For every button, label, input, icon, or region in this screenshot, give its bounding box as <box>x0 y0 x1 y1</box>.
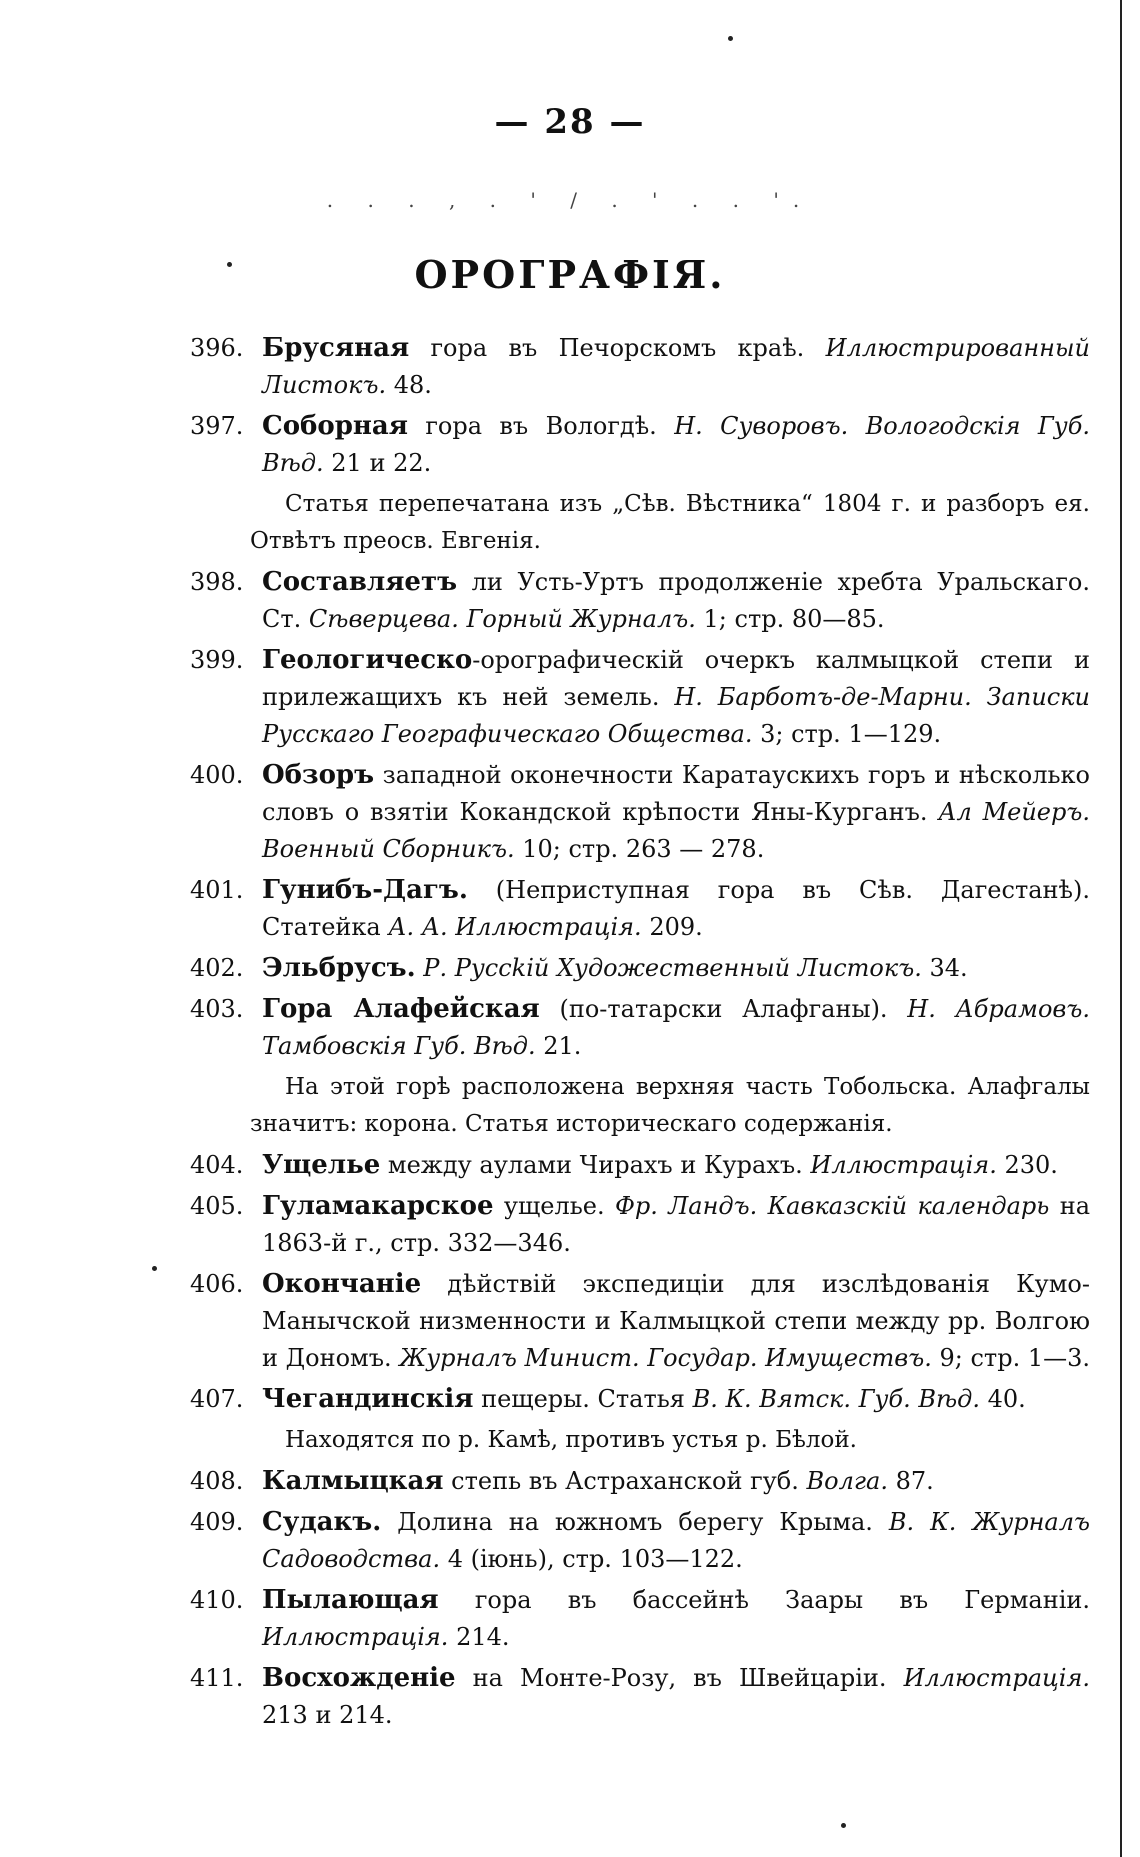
entry-text: дѣйствій экспедиціи для изслѣдованія Кумо-Манычской низменности и Калмыцкой степи между рр. Волгою и Дономъ. <box>262 1270 1090 1372</box>
entry-text: ли Усть-Уртъ продолженіе хребта Уральскаго. Ст. <box>262 568 1090 633</box>
entry-text: пещеры. Статья <box>473 1385 693 1413</box>
entry-src: Сѣверцева. Горный Журналъ. <box>308 605 696 633</box>
entry-src: Ал Мейеръ. Военный Сборникъ. <box>262 798 1091 863</box>
entry-head: Пылающая <box>262 1585 439 1615</box>
entry-head: Калмыцкая <box>262 1466 444 1496</box>
entry-tail: 21 и 22. <box>323 449 432 477</box>
entry-num: 408. <box>190 1467 244 1495</box>
entry-src: Иллюстрація. <box>810 1151 997 1179</box>
entry-tail: 48. <box>386 371 432 399</box>
entry-src: Фр. Ландъ. Кавказскій календарь <box>615 1192 1050 1220</box>
entries-list <box>190 330 1090 1738</box>
entry-src: Иллюстрированный Листокъ. <box>262 334 1090 399</box>
speck <box>841 1823 846 1828</box>
speck <box>728 36 733 41</box>
bibliography-entry <box>190 1381 1090 1418</box>
entry-num: 411. <box>190 1664 244 1692</box>
entry-tail: 21. <box>535 1032 582 1060</box>
entry-tail: 214. <box>448 1623 510 1651</box>
page-number: — 28 — <box>494 102 646 142</box>
bibliography-entry <box>190 1266 1090 1377</box>
entry-src: В. К. Журналъ Садоводства. <box>262 1508 1090 1573</box>
entry-tail: 1; стр. 80—85. <box>695 605 885 633</box>
entry-src: Н. Абрамовъ. Тамбовскія Губ. Вѣд. <box>262 995 1090 1060</box>
section-title: ОРОГРАФІЯ. <box>414 252 726 297</box>
entry-head: Гуламакарское <box>262 1191 494 1221</box>
entry-src: Иллюстрація. <box>262 1623 449 1651</box>
entry-src: Н. Барботъ-де-Марни. Записки Русскаго Географическаго Общества. <box>262 683 1090 748</box>
entry-text: между аулами Чирахъ и Курахъ. <box>380 1151 811 1179</box>
entry-head: Ущелье <box>262 1150 381 1180</box>
entry-head: Гунибъ-Дагъ. <box>262 875 468 905</box>
entry-src: Журналъ Минист. Государ. Имуществъ. <box>399 1344 932 1372</box>
entry-num: 399. <box>190 646 244 674</box>
entry-text: (по-татарски Алафганы). <box>539 995 908 1023</box>
bibliography-entry <box>190 1504 1090 1578</box>
entry-head: Судакъ. <box>262 1507 382 1537</box>
bibliography-entry <box>190 1188 1090 1262</box>
entry-note: Находятся по р. Камѣ, противъ устья р. Бѣлой. <box>285 1427 857 1453</box>
entry-note: Статья перепечатана изъ „Сѣв. Вѣстника“ 1804 г. и разборъ ея. Отвѣтъ преосв. Евгенія. <box>250 491 1090 554</box>
entry-text: ущелье. <box>493 1192 615 1220</box>
entry-num: 404. <box>190 1151 244 1179</box>
entry-src: А. А. Иллюстрація. <box>388 913 642 941</box>
entry-text: гора въ Вологдѣ. <box>407 412 675 440</box>
entry-tail: 230. <box>996 1151 1058 1179</box>
entry-text: на Монте-Розу, въ Швейцаріи. <box>455 1664 904 1692</box>
entry-num: 406. <box>190 1270 244 1298</box>
entry-num: 403. <box>190 995 244 1023</box>
entry-text: (Неприступная гора въ Сѣв. Дагестанѣ). Статейка <box>262 876 1090 941</box>
entry-note: На этой горѣ расположена верхняя часть Тобольска. Алафгалы значитъ: корона. Статья историческаго содержанія. <box>250 1074 1090 1137</box>
entry-head: Обзоръ <box>262 760 375 790</box>
entry-tail: 87. <box>887 1467 934 1495</box>
bibliography-entry <box>190 1582 1090 1656</box>
entry-num: 400. <box>190 761 244 789</box>
entry-tail: 34. <box>921 954 968 982</box>
entry-num: 397. <box>190 412 244 440</box>
bibliography-entry <box>190 642 1090 753</box>
bibliography-entry <box>190 1660 1090 1734</box>
bibliography-entry <box>190 1463 1090 1500</box>
entry-tail: 213 и 214. <box>262 1701 393 1729</box>
entry-text: гора въ Печорскомъ краѣ. <box>409 334 826 362</box>
entry-num: 398. <box>190 568 244 596</box>
bibliography-entry <box>190 950 1090 987</box>
bibliography-entry <box>190 1147 1090 1184</box>
entry-src: Н. Суворовъ. Вологодскія Губ. Вѣд. <box>262 412 1091 477</box>
entry-num: 409. <box>190 1508 244 1536</box>
entry-tail: 209. <box>641 913 703 941</box>
bibliography-entry <box>190 330 1090 404</box>
entry-tail: 3; стр. 1—129. <box>752 720 942 748</box>
entry-head: Чегандинскія <box>262 1384 474 1414</box>
entry-tail: на 1863-й г., стр. 332—346. <box>262 1192 1091 1257</box>
entry-tail: 4 (іюнь), стр. 103—122. <box>440 1545 743 1573</box>
entry-head: Соборная <box>262 411 408 441</box>
entry-tail: 9; стр. 1—3. <box>931 1344 1090 1372</box>
entry-num: 402. <box>190 954 244 982</box>
entry-num: 407. <box>190 1385 244 1413</box>
entry-text: -орографическій очеркъ калмыцкой степи и прилежащихъ къ ней земель. <box>262 646 1090 711</box>
entry-text: Долина на южномъ берегу Крыма. <box>381 1508 889 1536</box>
entry-src: Р. Руссkій Художественный Листокъ. <box>423 954 922 982</box>
entry-tail: 10; стр. 263 — 278. <box>514 835 765 863</box>
entry-src: Волга. <box>806 1467 888 1495</box>
bibliography-entry <box>190 991 1090 1065</box>
entry-num: 401. <box>190 876 244 904</box>
entry-num: 410. <box>190 1586 244 1614</box>
entry-num: 405. <box>190 1192 244 1220</box>
entry-text: западной оконечности Каратаускихъ горъ и нѣсколько словъ о взятіи Кокандской крѣпости Яны-Курганъ. <box>262 761 1090 826</box>
entry-head: Эльбрусъ. <box>262 953 416 983</box>
speck <box>152 1266 157 1271</box>
entry-src: В. К. Вятск. Губ. Вѣд. <box>692 1385 980 1413</box>
entry-head: Брусяная <box>262 333 410 363</box>
entry-head: Окончаніе <box>262 1269 422 1299</box>
entry-src: Иллюстрація. <box>903 1664 1090 1692</box>
entry-head: Геологическо <box>262 645 473 675</box>
entry-head: Гора Алафейская <box>262 994 540 1024</box>
entry-text: степь въ Астраханской губ. <box>443 1467 807 1495</box>
bibliography-entry <box>190 872 1090 946</box>
print-specks: . . . , . ' / . ' . . '. <box>326 188 814 212</box>
entry-text: гора въ бассейнѣ Заары въ Германіи. <box>438 1586 1090 1614</box>
bibliography-entry <box>190 408 1090 482</box>
entry-tail: 40. <box>980 1385 1026 1413</box>
entry-head: Составляетъ <box>262 567 458 597</box>
entry-head: Восхожденіе <box>262 1663 456 1693</box>
entry-num: 396. <box>190 334 244 362</box>
bibliography-entry <box>190 757 1090 868</box>
bibliography-entry <box>190 564 1090 638</box>
